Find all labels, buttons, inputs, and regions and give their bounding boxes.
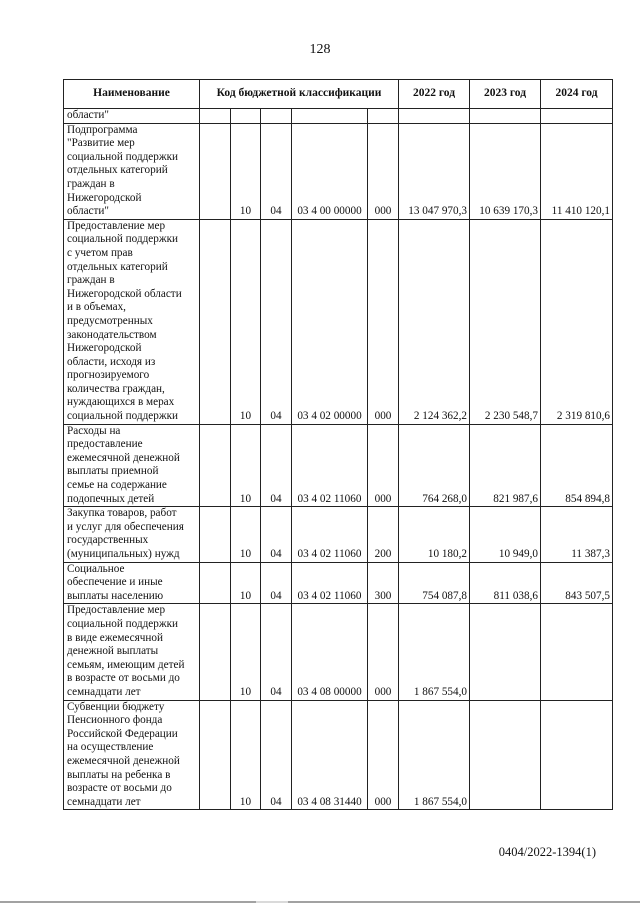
value-2024: 843 507,5 <box>541 562 613 604</box>
code-target-article: 03 4 00 00000 <box>292 123 368 219</box>
value-2024 <box>541 604 613 700</box>
document-number: 0404/2022-1394(1) <box>498 845 596 859</box>
row-name: области" <box>64 109 200 124</box>
row-name: Расходы на предоставление ежемесячной денежной выплаты приемной семье на содержание подопечных детей <box>64 424 200 507</box>
row-name: Подпрограмма "Развитие мер социальной поддержки отдельных категорий граждан в Нижегородской области" <box>64 123 200 219</box>
code-part-1 <box>200 109 231 124</box>
row-name: Субвенции бюджету Пенсионного фонда Российской Федерации на осуществление ежемесячной денежной выплаты на ребенка в возрасте от восьми до семнадцати лет <box>64 700 200 810</box>
code-subsection: 04 <box>261 700 292 810</box>
value-2023: 811 038,6 <box>470 562 541 604</box>
header-name: Наименование <box>64 80 200 109</box>
code-target-article: 03 4 02 11060 <box>292 507 368 562</box>
budget-table <box>63 79 613 810</box>
code-subsection <box>261 109 292 124</box>
header-2022: 2022 год <box>399 80 470 109</box>
value-2024: 2 319 810,6 <box>541 219 613 424</box>
code-expense-type: 000 <box>368 700 399 810</box>
header-code: Код бюджетной классификации <box>200 80 399 109</box>
value-2022: 754 087,8 <box>399 562 470 604</box>
code-section: 10 <box>231 562 261 604</box>
value-2022: 1 867 554,0 <box>399 700 470 810</box>
code-subsection: 04 <box>261 562 292 604</box>
page-number: 128 <box>309 42 331 57</box>
code-part-1 <box>200 604 231 700</box>
code-subsection: 04 <box>261 604 292 700</box>
scan-edge-line <box>0 901 640 903</box>
value-2022 <box>399 109 470 124</box>
code-expense-type <box>368 109 399 124</box>
header-2024: 2024 год <box>541 80 613 109</box>
code-target-article: 03 4 08 31440 <box>292 700 368 810</box>
value-2022: 10 180,2 <box>399 507 470 562</box>
row-name: Предоставление мер социальной поддержки в виде ежемесячной денежной выплаты семьям, имеющим детей в возрасте от восьми до семнадцати лет <box>64 604 200 700</box>
code-expense-type: 000 <box>368 123 399 219</box>
code-section <box>231 109 261 124</box>
table-row <box>64 424 613 507</box>
code-subsection: 04 <box>261 123 292 219</box>
code-part-1 <box>200 562 231 604</box>
code-section: 10 <box>231 604 261 700</box>
value-2024 <box>541 109 613 124</box>
code-part-1 <box>200 700 231 810</box>
code-subsection: 04 <box>261 424 292 507</box>
code-part-1 <box>200 507 231 562</box>
value-2022: 1 867 554,0 <box>399 604 470 700</box>
value-2023 <box>470 604 541 700</box>
code-target-article: 03 4 08 00000 <box>292 604 368 700</box>
row-name: Социальное обеспечение и иные выплаты населению <box>64 562 200 604</box>
code-section: 10 <box>231 424 261 507</box>
value-2022: 764 268,0 <box>399 424 470 507</box>
header-2023: 2023 год <box>470 80 541 109</box>
table-row <box>64 700 613 810</box>
table-row <box>64 604 613 700</box>
code-target-article: 03 4 02 00000 <box>292 219 368 424</box>
value-2023: 821 987,6 <box>470 424 541 507</box>
code-subsection: 04 <box>261 219 292 424</box>
code-section: 10 <box>231 700 261 810</box>
code-section: 10 <box>231 123 261 219</box>
row-name: Предоставление мер социальной поддержки с учетом прав отдельных категорий граждан в Нижегородской области и в объемах, предусмотренных законодательством Нижегородской области, исходя из прогнозируемого количества граждан, нуждающихся в мерах социальной поддержки <box>64 219 200 424</box>
value-2022: 13 047 970,3 <box>399 123 470 219</box>
code-part-1 <box>200 219 231 424</box>
value-2023 <box>470 109 541 124</box>
code-section: 10 <box>231 507 261 562</box>
value-2024: 11 410 120,1 <box>541 123 613 219</box>
value-2023: 2 230 548,7 <box>470 219 541 424</box>
code-target-article: 03 4 02 11060 <box>292 424 368 507</box>
value-2023 <box>470 700 541 810</box>
code-subsection: 04 <box>261 507 292 562</box>
row-name: Закупка товаров, работ и услуг для обеспечения государственных (муниципальных) нужд <box>64 507 200 562</box>
code-expense-type: 000 <box>368 219 399 424</box>
code-expense-type: 200 <box>368 507 399 562</box>
code-expense-type: 000 <box>368 604 399 700</box>
value-2024: 854 894,8 <box>541 424 613 507</box>
table-row <box>64 219 613 424</box>
table-row <box>64 507 613 562</box>
table-header-row <box>64 80 613 109</box>
value-2024: 11 387,3 <box>541 507 613 562</box>
code-expense-type: 300 <box>368 562 399 604</box>
table-row <box>64 123 613 219</box>
code-target-article <box>292 109 368 124</box>
code-part-1 <box>200 424 231 507</box>
table-row <box>64 562 613 604</box>
code-expense-type: 000 <box>368 424 399 507</box>
value-2023: 10 639 170,3 <box>470 123 541 219</box>
value-2023: 10 949,0 <box>470 507 541 562</box>
value-2022: 2 124 362,2 <box>399 219 470 424</box>
table-row <box>64 109 613 124</box>
code-target-article: 03 4 02 11060 <box>292 562 368 604</box>
value-2024 <box>541 700 613 810</box>
code-section: 10 <box>231 219 261 424</box>
code-part-1 <box>200 123 231 219</box>
